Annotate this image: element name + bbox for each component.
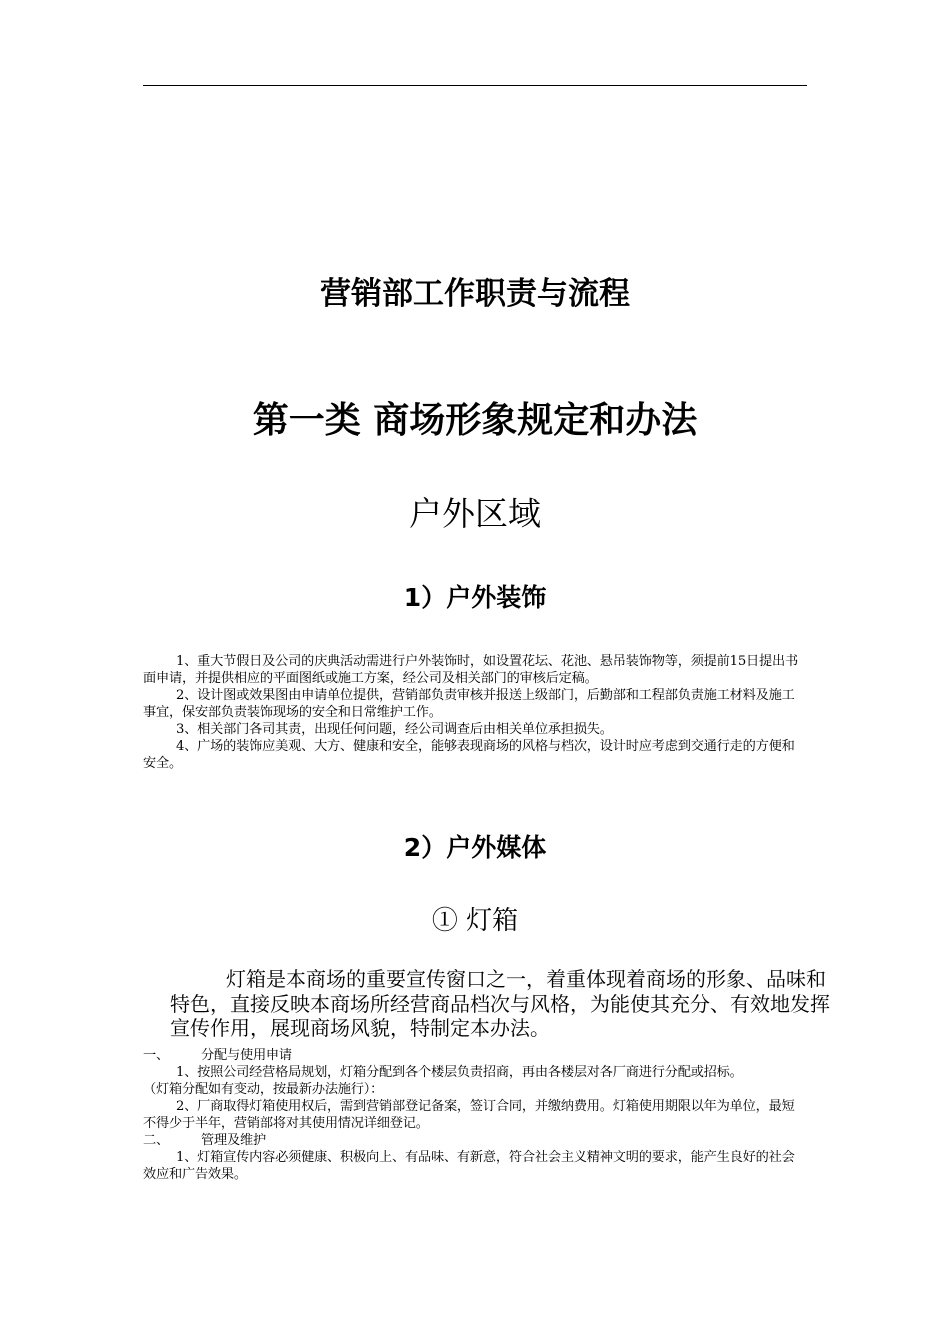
item-title-lightbox: ① 灯箱	[431, 906, 519, 936]
section2-title: 2）户外媒体	[403, 833, 547, 862]
intro-text: 灯箱是本商场的重要宣传窗口之一，着重体现着商场的形象、品味和特色，直接反映本商场所经营商品档次与风格，为能使其充分、有效地发挥宣传作用，展现商场风貌，特制定本办法。	[170, 967, 830, 1040]
heading-allocation-text: 分配与使用申请	[201, 1048, 292, 1063]
allocation-note: （灯箱分配如有变动，按最新办法施行）：	[143, 1082, 384, 1097]
section1-paragraph-3: 3、相关部门各司其责，出现任何问题，经公司调查后由相关单位承担损失。	[176, 722, 613, 737]
allocation-paragraph-1: 1、按照公司经营格局规划，灯箱分配到各个楼层负责招商，再由各楼层对各厂商进行分配或招标。	[176, 1065, 743, 1080]
header-rule	[143, 85, 807, 86]
section1-paragraph-2: 2、设计图或效果图由申请单位提供，营销部负责审核并报送上级部门，后勤部和工程部负责施工材料及施工事宜，保安部负责装饰现场的安全和日常维护工作。	[143, 688, 795, 720]
section1-body	[143, 653, 807, 772]
heading-allocation-number: 一、	[143, 1048, 169, 1063]
heading-management-number: 二、	[143, 1133, 169, 1148]
heading-allocation	[143, 1047, 807, 1064]
intro-paragraph	[170, 967, 830, 1041]
heading-management-text: 管理及维护	[201, 1133, 266, 1148]
allocation-paragraph-2: 2、厂商取得灯箱使用权后，需到营销部登记备案，签订合同，并缴纳费用。灯箱使用期限以年为单位，最短不得少于半年，营销部将对其使用情况详细登记。	[143, 1099, 795, 1131]
section1-title: 1）户外装饰	[403, 583, 547, 612]
heading-management	[143, 1132, 807, 1149]
document-title: 营销部工作职责与流程	[320, 276, 630, 312]
section1-paragraph-1: 1、重大节假日及公司的庆典活动需进行户外装饰时，如设置花坛、花池、悬吊装饰物等，须提前15日提出书面申请，并提供相应的平面图纸或施工方案，经公司及相关部门的审核后定稿。	[143, 654, 798, 686]
section1-paragraph-4: 4、广场的装饰应美观、大方、健康和安全，能够表现商场的风格与档次，设计时应考虑到交通行走的方便和安全。	[143, 739, 795, 771]
area-title: 户外区域	[409, 494, 541, 533]
section2-body	[143, 1047, 807, 1183]
category-title: 第一类 商场形象规定和办法	[252, 400, 698, 441]
management-paragraph-1: 1、灯箱宣传内容必须健康、积极向上、有品味、有新意，符合社会主义精神文明的要求，能产生良好的社会效应和广告效果。	[143, 1150, 795, 1182]
